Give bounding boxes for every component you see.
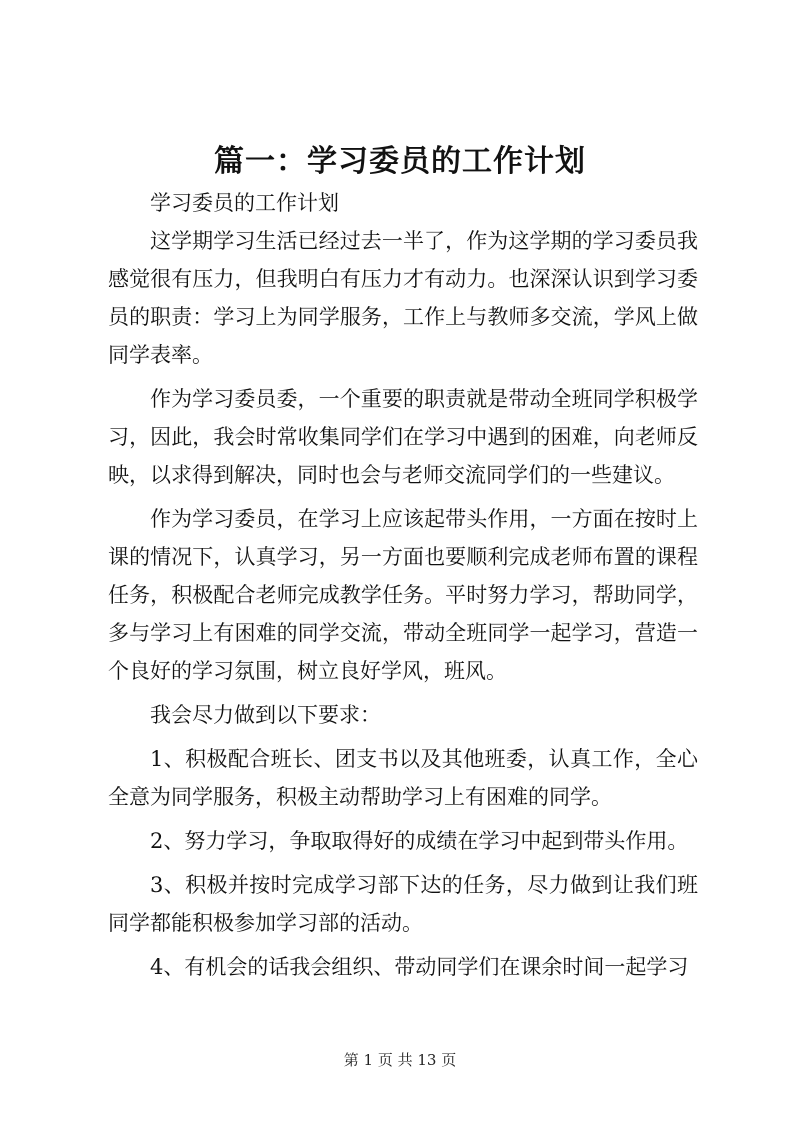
list-item-2: 2、努力学习，争取取得好的成绩在学习中起到带头作用。: [150, 829, 689, 853]
document-title: 篇一：学习委员的工作计划: [214, 144, 586, 179]
paragraph-intro: 这学期学习生活已经过去一半了，作为这学期的学习委员我感觉很有压力，但我明白有压力才有动力。也深深认识到学习委员的职责：学习上为同学服务，工作上与教师多交流，学风上做同学表率。: [108, 229, 698, 367]
paragraph-leading-role: 作为学习委员，在学习上应该起带头作用，一方面在按时上课的情况下，认真学习，另一方面也要顺利完成老师布置的课程任务，积极配合老师完成教学任务。平时努力学习，帮助同学，多与学习上有困难的同学交流，带动全班同学一起学习，营造一个良好的学习氛围，树立良好学风，班风。: [108, 507, 698, 683]
list-item-3: 3、积极并按时完成学习部下达的任务，尽力做到让我们班同学都能积极参加学习部的活动。: [108, 873, 698, 935]
list-item-1: 1、积极配合班长、团支书以及其他班委，认真工作，全心全意为同学服务，积极主动帮助学习上有困难的同学。: [108, 747, 698, 809]
document-body: [108, 184, 698, 986]
page-number-footer: 第 1 页 共 13 页: [343, 1051, 457, 1069]
paragraph-responsibility: 作为学习委员委，一个重要的职责就是带动全班同学积极学习，因此，我会时常收集同学们在学习中遇到的困难，向老师反映，以求得到解决，同时也会与老师交流同学们的一些建议。: [108, 387, 698, 487]
list-item-4: 4、有机会的话我会组织、带动同学们在课余时间一起学习: [150, 955, 689, 979]
paragraph-subtitle: 学习委员的工作计划: [150, 191, 339, 215]
paragraph-requirements-heading: 我会尽力做到以下要求：: [150, 703, 381, 727]
